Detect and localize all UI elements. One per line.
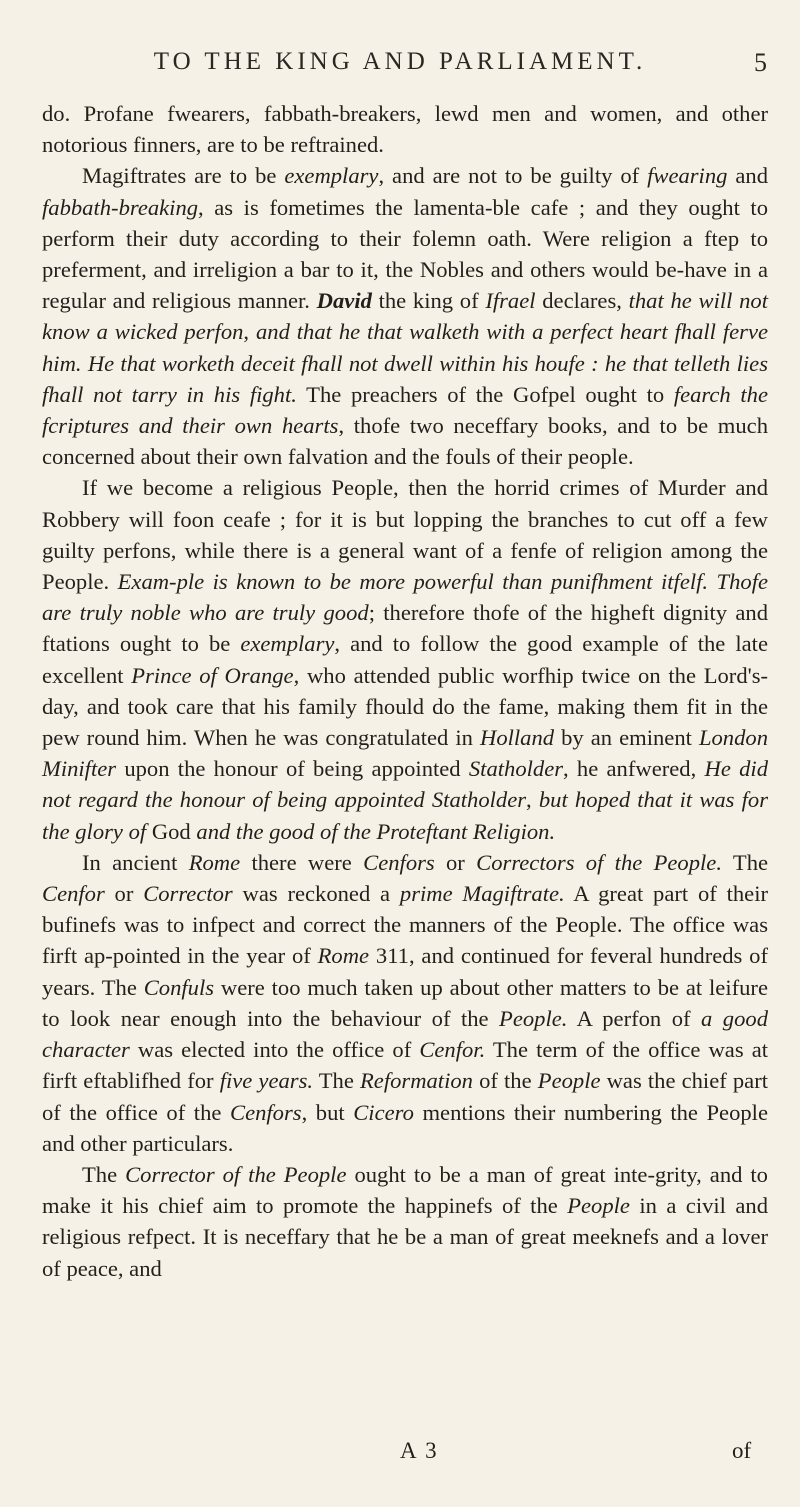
text-run: Magiftrates are to be bbox=[82, 163, 285, 189]
text-run: , he anfwered, bbox=[563, 756, 705, 782]
italic-run: Cenfor bbox=[42, 881, 105, 907]
italic-run: People. bbox=[499, 1005, 568, 1031]
text-run: The term of the office was at firft eftablifhed for bbox=[42, 1037, 768, 1094]
italic-run: fabbath-breaking bbox=[42, 194, 199, 220]
italic-run: a good character bbox=[42, 1005, 768, 1063]
catchword: of bbox=[732, 1438, 752, 1463]
text-run: , who attended public worfhip twice on the Lord's-day, and took care that his family fhould do the fame, making them fit in the pew round him. When he was congratulated in bbox=[42, 662, 769, 751]
italic-run: He did not regard the honour of being appointed Statholder bbox=[42, 756, 768, 813]
text-run: were too much taken up about other matters to be at leifure to look near enough into the behaviour of the bbox=[42, 974, 768, 1031]
text-run: and bbox=[727, 163, 768, 189]
text-run: ought to be a man of great inte-grity, and to make it his chief aim to promote the happinefs of the bbox=[42, 1161, 768, 1219]
italic-run: Confuls bbox=[143, 974, 215, 1000]
text-run: A great part of their bufinefs was to infpect and correct the manners of the People. The office was firft ap-pointed in the year of bbox=[42, 881, 768, 969]
italic-run: Cenfors bbox=[230, 1099, 302, 1125]
text-run: the king of bbox=[371, 288, 486, 314]
italic-run: exemplary bbox=[284, 163, 379, 189]
italic-run: Cenfor. bbox=[419, 1037, 486, 1063]
text-run: , bbox=[526, 787, 539, 813]
text-run: of the bbox=[472, 1068, 538, 1094]
text-run: upon the honour of being appointed bbox=[116, 756, 469, 782]
italic-run: Correctors of the People. bbox=[476, 849, 722, 875]
italic-run: People bbox=[567, 1193, 630, 1219]
italic-run: five years. bbox=[219, 1068, 314, 1094]
text-run: The bbox=[721, 849, 769, 875]
italic-run: Corrector bbox=[143, 881, 233, 907]
italic-run: exemplary bbox=[240, 631, 335, 657]
italic-run: Exam-ple is known to be more powerful than punifhment itfelf. bbox=[117, 569, 709, 595]
italic-run: and that he that walketh with a perfect heart fhall ferve him. He that worketh deceit fhall not dwell within his houfe : he that telleth lies fhall not tarry in his fight. bbox=[42, 319, 769, 407]
italic-run: fearch the fcriptures and their own hearts bbox=[42, 381, 768, 439]
text-run: , thofe two neceffary books, and to be much concerned about their own falvation and the fouls of their people. bbox=[42, 413, 769, 470]
italic-run: Corrector of the People bbox=[125, 1161, 347, 1187]
text-run: 311, and continued for feveral hundreds of years. The bbox=[42, 943, 768, 1000]
italic-run: Prince of Orange bbox=[131, 662, 294, 688]
italic-run: People bbox=[537, 1068, 601, 1094]
italic-run: but hoped that it was for the glory of bbox=[42, 787, 769, 844]
text-run: The bbox=[313, 1068, 360, 1094]
text-run: was reckoned a bbox=[232, 881, 400, 907]
italic-run: Rome bbox=[188, 849, 241, 875]
text-run: , as is fometimes the lamenta-ble cafe ; and they ought to perform their duty according to their folemn oath. Were religion a ftep to preferment, and irreligion a bar to it, the Nobles and others would be-have in a regular and religious manner. bbox=[42, 194, 768, 314]
italic-run: that he will not know a wicked perfon bbox=[42, 288, 768, 345]
italic-run: Holland bbox=[480, 725, 555, 751]
italic-run: Cenfors bbox=[363, 849, 435, 875]
italic-run: David bbox=[316, 288, 372, 314]
text-run bbox=[708, 569, 716, 594]
text-run: The bbox=[82, 1161, 126, 1187]
paragraph-1 bbox=[42, 98, 768, 160]
italic-run: Rome bbox=[317, 943, 370, 969]
running-head: TO THE KING AND PARLIAMENT. bbox=[153, 48, 647, 75]
italic-run: fwearing bbox=[647, 163, 728, 189]
italic-run: and the good of the Proteftant Religion. bbox=[196, 818, 556, 844]
text-run: was elected into the office of bbox=[129, 1037, 420, 1063]
paragraph-4 bbox=[42, 847, 768, 1159]
text-run: A perfon of bbox=[567, 1005, 702, 1031]
text-run: there were bbox=[240, 849, 364, 875]
text-run: ; therefore thofe of the higheft dignity and ftations ought to be bbox=[42, 600, 768, 657]
body-text bbox=[42, 98, 768, 1284]
text-run: declares, bbox=[535, 288, 629, 314]
italic-run: Reformation bbox=[360, 1068, 473, 1094]
text-run: in a civil and religious refpect. It is neceffary that he be a man of great meeknefs and a lover of peace, and bbox=[42, 1193, 768, 1281]
text-run: , but bbox=[301, 1099, 354, 1125]
paragraph-5 bbox=[42, 1159, 768, 1284]
text-run: was the chief part of the office of the bbox=[42, 1068, 769, 1125]
text-run: mentions their numbering the People and other particulars. bbox=[42, 1099, 768, 1156]
text-run: by an eminent bbox=[554, 725, 699, 751]
text-run: God bbox=[146, 818, 197, 844]
text-run: or bbox=[104, 881, 144, 907]
paragraph-3 bbox=[42, 472, 768, 846]
signature-mark: A 3 bbox=[400, 1438, 439, 1463]
italic-run: Ifrael bbox=[485, 288, 536, 314]
text-run: , and to follow the good example of the late excellent bbox=[42, 631, 768, 688]
text-run: If we become a religious People, then the horrid crimes of Murder and Robbery will foon ceafe ; for it is but lopping the branches to cut off a few guilty perfons, while there is a general want of a fenfe of religion among the People. bbox=[42, 475, 768, 595]
text-run: or bbox=[434, 849, 477, 875]
text-run: In ancient bbox=[82, 849, 189, 875]
text-run: , and are not to be guilty of bbox=[378, 163, 648, 189]
italic-run: London Minifter bbox=[42, 725, 768, 782]
text-run: do. Profane fwearers, fabbath-breakers, lewd men and women, and other notorious finners, are to be reftrained. bbox=[42, 101, 768, 158]
italic-run: Thofe are truly noble who are truly good bbox=[42, 569, 769, 626]
text-run: , bbox=[243, 319, 256, 345]
text-run: The preachers of the Gofpel ought to bbox=[296, 381, 674, 407]
italic-run: Statholder bbox=[468, 756, 564, 782]
italic-run: prime Magiftrate. bbox=[399, 881, 565, 907]
paragraph-2 bbox=[42, 160, 768, 472]
italic-run: Cicero bbox=[353, 1099, 414, 1125]
page-number: 5 bbox=[754, 48, 767, 77]
